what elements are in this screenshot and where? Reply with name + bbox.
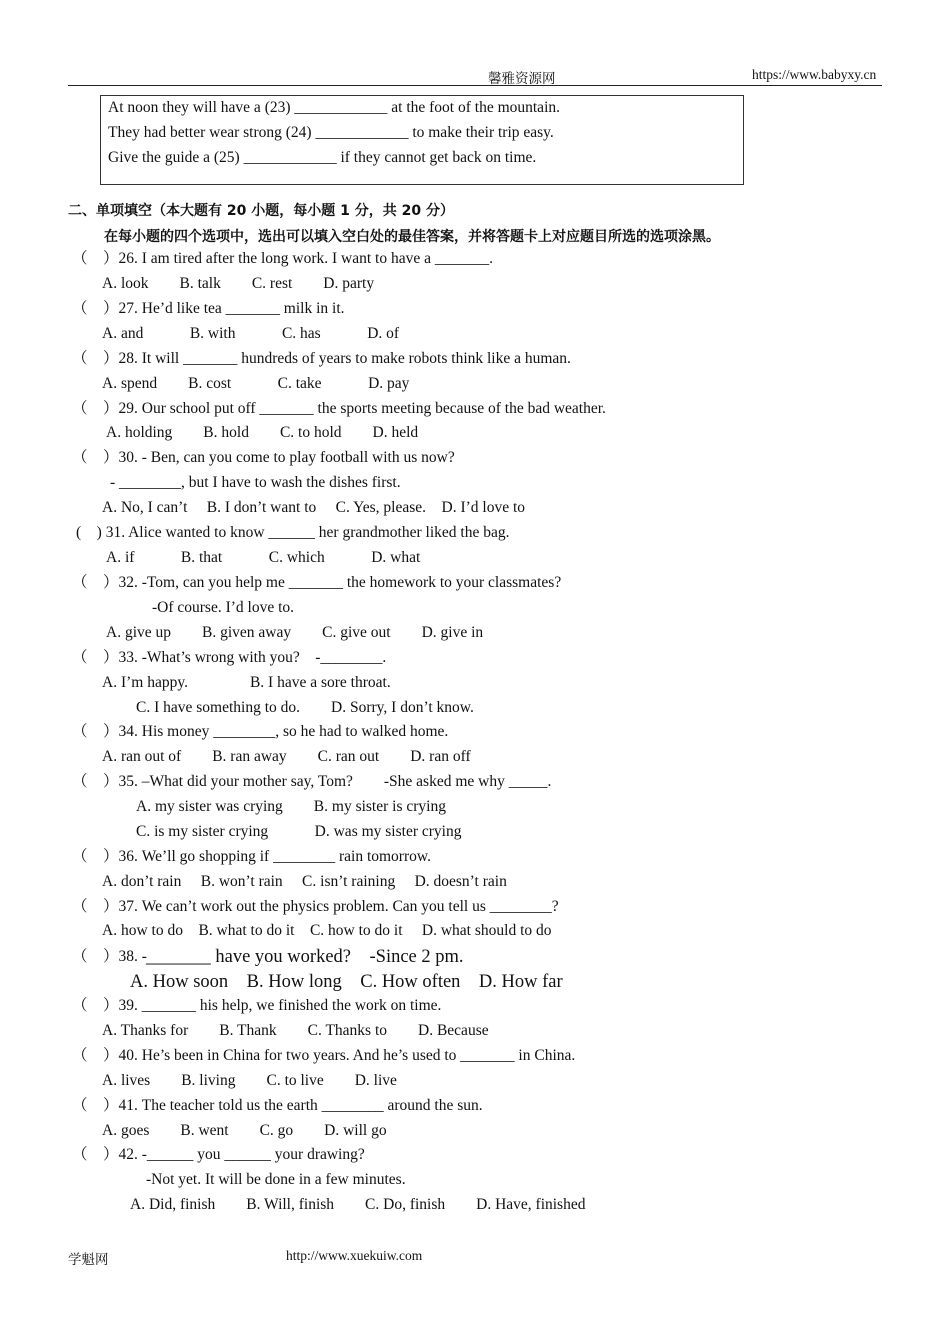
question-line: （ ）35. –What did your mother say, Tom? -She asked me why _____. [72,773,552,790]
header-rule [68,85,882,86]
question-line: （ ）30. - Ben, can you come to play football with us now? [72,449,455,466]
box-line: At noon they will have a (23) ____________ at the foot of the mountain. [108,99,560,116]
header-site-url[interactable]: https://www.babyxy.cn [752,67,877,82]
box-line: Give the guide a (25) ____________ if they cannot get back on time. [108,149,537,166]
question-line: （ ）41. The teacher told us the earth ________ around the sun. [72,1097,483,1114]
dialogue-line: -Not yet. It will be done in a few minutes. [146,1171,406,1188]
header-site-name: 馨雅资源网 [488,71,556,86]
section-title: 二、单项填空（本大题有 20 小题，每小题 1 分，共 20 分） [68,203,454,219]
options-line: A. if B. that C. which D. what [106,549,421,566]
question-line: （ ）36. We’ll go shopping if ________ rain tomorrow. [72,848,431,865]
options-line: C. I have something to do. D. Sorry, I don’t know. [136,699,474,716]
question-line: （ ）29. Our school put off _______ the sports meeting because of the bad weather. [72,400,606,417]
question-line: （ ）33. -What’s wrong with you? -________. [72,649,387,666]
question-line: （ ）40. He’s been in China for two years. And he’s used to _______ in China. [72,1047,576,1064]
dialogue-line: -Of course. I’d love to. [152,599,295,616]
question-line-large: _______ have you worked? -Since 2 pm. [146,947,464,967]
question-line: ( ) 31. Alice wanted to know ______ her grandmother liked the bag. [76,524,510,541]
footer-site-name: 学魁网 [68,1252,109,1267]
question-line: （ ）34. His money ________, so he had to walked home. [72,723,449,740]
options-line: A. goes B. went C. go D. will go [102,1122,387,1139]
options-line: A. Thanks for B. Thank C. Thanks to D. Because [102,1022,489,1039]
box-line: They had better wear strong (24) ____________ to make their trip easy. [108,124,554,141]
options-line-large: A. How soon B. How long C. How often D. How far [130,972,563,992]
options-line: A. holding B. hold C. to hold D. held [106,424,419,441]
dialogue-line: - ________, but I have to wash the dishes first. [110,474,401,491]
question-line: （ ）27. He’d like tea _______ milk in it. [72,300,345,317]
question-line: （ ）38. - [72,948,147,965]
options-line: C. is my sister crying D. was my sister crying [136,823,462,840]
footer-site-url[interactable]: http://www.xuekuiw.com [286,1248,423,1263]
options-line: A. my sister was crying B. my sister is crying [136,798,446,815]
question-line: （ ）39. _______ his help, we finished the work on time. [72,997,442,1014]
section-instruction: 在每小题的四个选项中，选出可以填入空白处的最佳答案，并将答题卡上对应题目所选的选项涂黑。 [104,229,720,245]
options-line: A. No, I can’t B. I don’t want to C. Yes, please. D. I’d love to [102,499,526,516]
question-line: （ ）37. We can’t work out the physics problem. Can you tell us ________? [72,898,559,915]
options-line: A. I’m happy. B. I have a sore throat. [102,674,391,691]
options-line: A. how to do B. what to do it C. how to do it D. what should to do [102,922,552,939]
options-line: A. spend B. cost C. take D. pay [102,375,410,392]
options-line: A. lives B. living C. to live D. live [102,1072,397,1089]
options-line: A. ran out of B. ran away C. ran out D. ran off [102,748,471,765]
options-line: A. Did, finish B. Will, finish C. Do, finish D. Have, finished [130,1196,586,1213]
options-line: A. and B. with C. has D. of [102,325,400,342]
options-line: A. give up B. given away C. give out D. give in [106,624,484,641]
question-line: （ ）28. It will _______ hundreds of years to make robots think like a human. [72,350,571,367]
question-line: （ ）42. -______ you ______ your drawing? [72,1146,365,1163]
options-line: A. look B. talk C. rest D. party [102,275,375,292]
options-line: A. don’t rain B. won’t rain C. isn’t raining D. doesn’t rain [102,873,507,890]
question-line: （ ）32. -Tom, can you help me _______ the homework to your classmates? [72,574,562,591]
question-line: （ ）26. I am tired after the long work. I want to have a _______. [72,250,493,267]
